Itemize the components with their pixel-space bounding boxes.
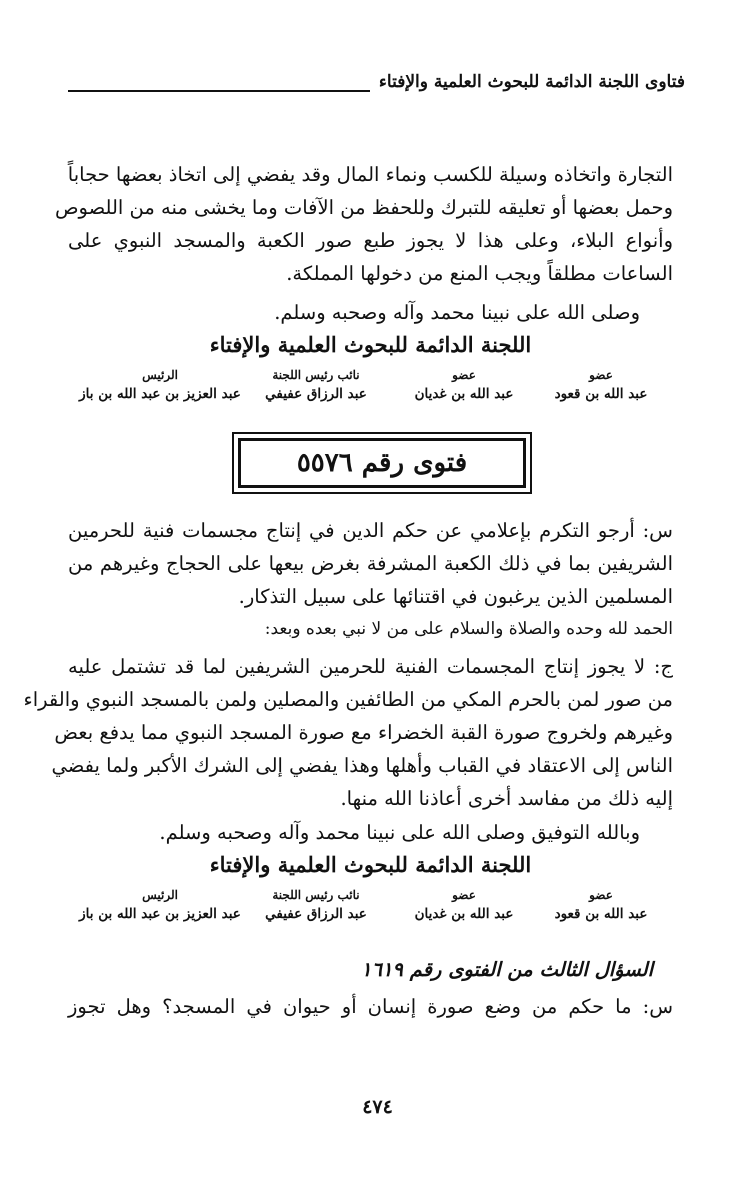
signatory [251,888,381,922]
signatory-name: عبد الله بن غديان [414,906,514,922]
signatory-role: عضو [589,368,613,382]
fatwa-continuation-paragraph [54,158,673,290]
text-line: وأنواع البلاء، وعلى هذا لا يجوز طبع صور الكعبة والمسجد النبوي على [68,229,673,252]
text-line: الساعات مطلقاً ويجب المنع من دخولها المملكة. [286,262,673,285]
closing-text: وبالله التوفيق وصلى الله على نبينا محمد وآله وصحبه وسلم. [159,821,640,844]
signatory-name: عبد الله بن قعود [554,906,648,922]
text-line: س: أرجو التكرم بإعلامي عن حكم الدين في إنتاج مجسمات فنية للحرمين [68,519,673,542]
signatures-row [76,888,651,928]
signatory-name: عبد الله بن قعود [554,386,648,402]
signatory-role: عضو [452,368,476,382]
signatory-role: عضو [589,888,613,902]
signatory [404,888,524,922]
signatory [546,888,656,922]
text-line: الشريفين بما في ذلك الكعبة المشرفة بغرض بيعها على الحجاج وغيرهم من [68,552,673,575]
signatory-role: الرئيس [142,888,178,902]
running-header [68,72,685,100]
signatures-row [76,368,651,408]
signatory-name: عبد الرزاق عفيفي [265,906,367,922]
closing-line [68,816,640,849]
text-line: س: ما حكم من وضع صورة إنسان أو حيوان في المسجد؟ وهل تجوز [68,995,673,1018]
praise-text: الحمد لله وحده والصلاة والسلام على من لا نبي بعده وبعد: [264,619,673,639]
signatory-name: عبد العزيز بن عبد الله بن باز [79,906,241,922]
signatory-name: عبد العزيز بن عبد الله بن باز [79,386,241,402]
question-heading: السؤال الثالث من الفتوى رقم ١٦١٩ [361,958,653,981]
committee-name: اللجنة الدائمة للبحوث العلمية والإفتاء [209,332,532,357]
text-line: التجارة واتخاذه وسيلة للكسب ونماء المال وقد يفضي إلى اتخاذ بعضها حجاباً [67,163,673,186]
committee-name: اللجنة الدائمة للبحوث العلمية والإفتاء [209,852,532,877]
signatory [76,368,244,402]
signatory-role: عضو [452,888,476,902]
signatory-name: عبد الله بن غديان [414,386,514,402]
answer-paragraph [23,650,673,815]
question3-paragraph [68,990,673,1023]
text-line: إليه ذلك من مفاسد أخرى أعاذنا الله منها. [340,787,673,810]
signatory-role: نائب رئيس اللجنة [272,888,360,902]
text-line: وغيرهم ولخروج صورة القبة الخضراء مع صورة المسجد النبوي مما يدفع بعض [54,721,673,744]
signatory [546,368,656,402]
text-line: ج: لا يجوز إنتاج المجسمات الفنية للحرمين الشريفين لما قد تشتمل عليه [68,655,673,678]
header-rule [68,90,370,92]
signatory-role: الرئيس [142,368,178,382]
text-line: الناس إلى الاعتقاد في القباب وأهلها وهذا يفضي إلى الشرك الأكبر ولما يفضي [51,754,673,777]
text-line: من صور لمن بالحرم المكي من الطائفين والمصلين ولمن بالمسجد النبوي والقراء [23,688,673,711]
praise-line [68,613,673,646]
running-title: فتاوى اللجنة الدائمة للبحوث العلمية والإفتاء [378,72,685,92]
text-line: وحمل بعضها أو تعليقه للتبرك وللحفظ من الآفات وما يخشى منه من اللصوص [54,196,673,219]
signatory-role: نائب رئيس اللجنة [272,368,360,382]
fatwa-title-box [232,432,532,494]
fatwa-title: فتوى رقم ٥٥٧٦ [238,438,526,488]
page-number: ٤٧٤ [362,1096,393,1118]
question-paragraph [68,514,673,613]
signatory-name: عبد الرزاق عفيفي [265,386,367,402]
closing-line [68,296,640,329]
signatory [404,368,524,402]
signatory [251,368,381,402]
text-line: المسلمين الذين يرغبون في اقتنائها على سبيل التذكار. [238,585,673,608]
closing-text: وصلى الله على نبينا محمد وآله وصحبه وسلم. [274,301,640,324]
signatory [76,888,244,922]
